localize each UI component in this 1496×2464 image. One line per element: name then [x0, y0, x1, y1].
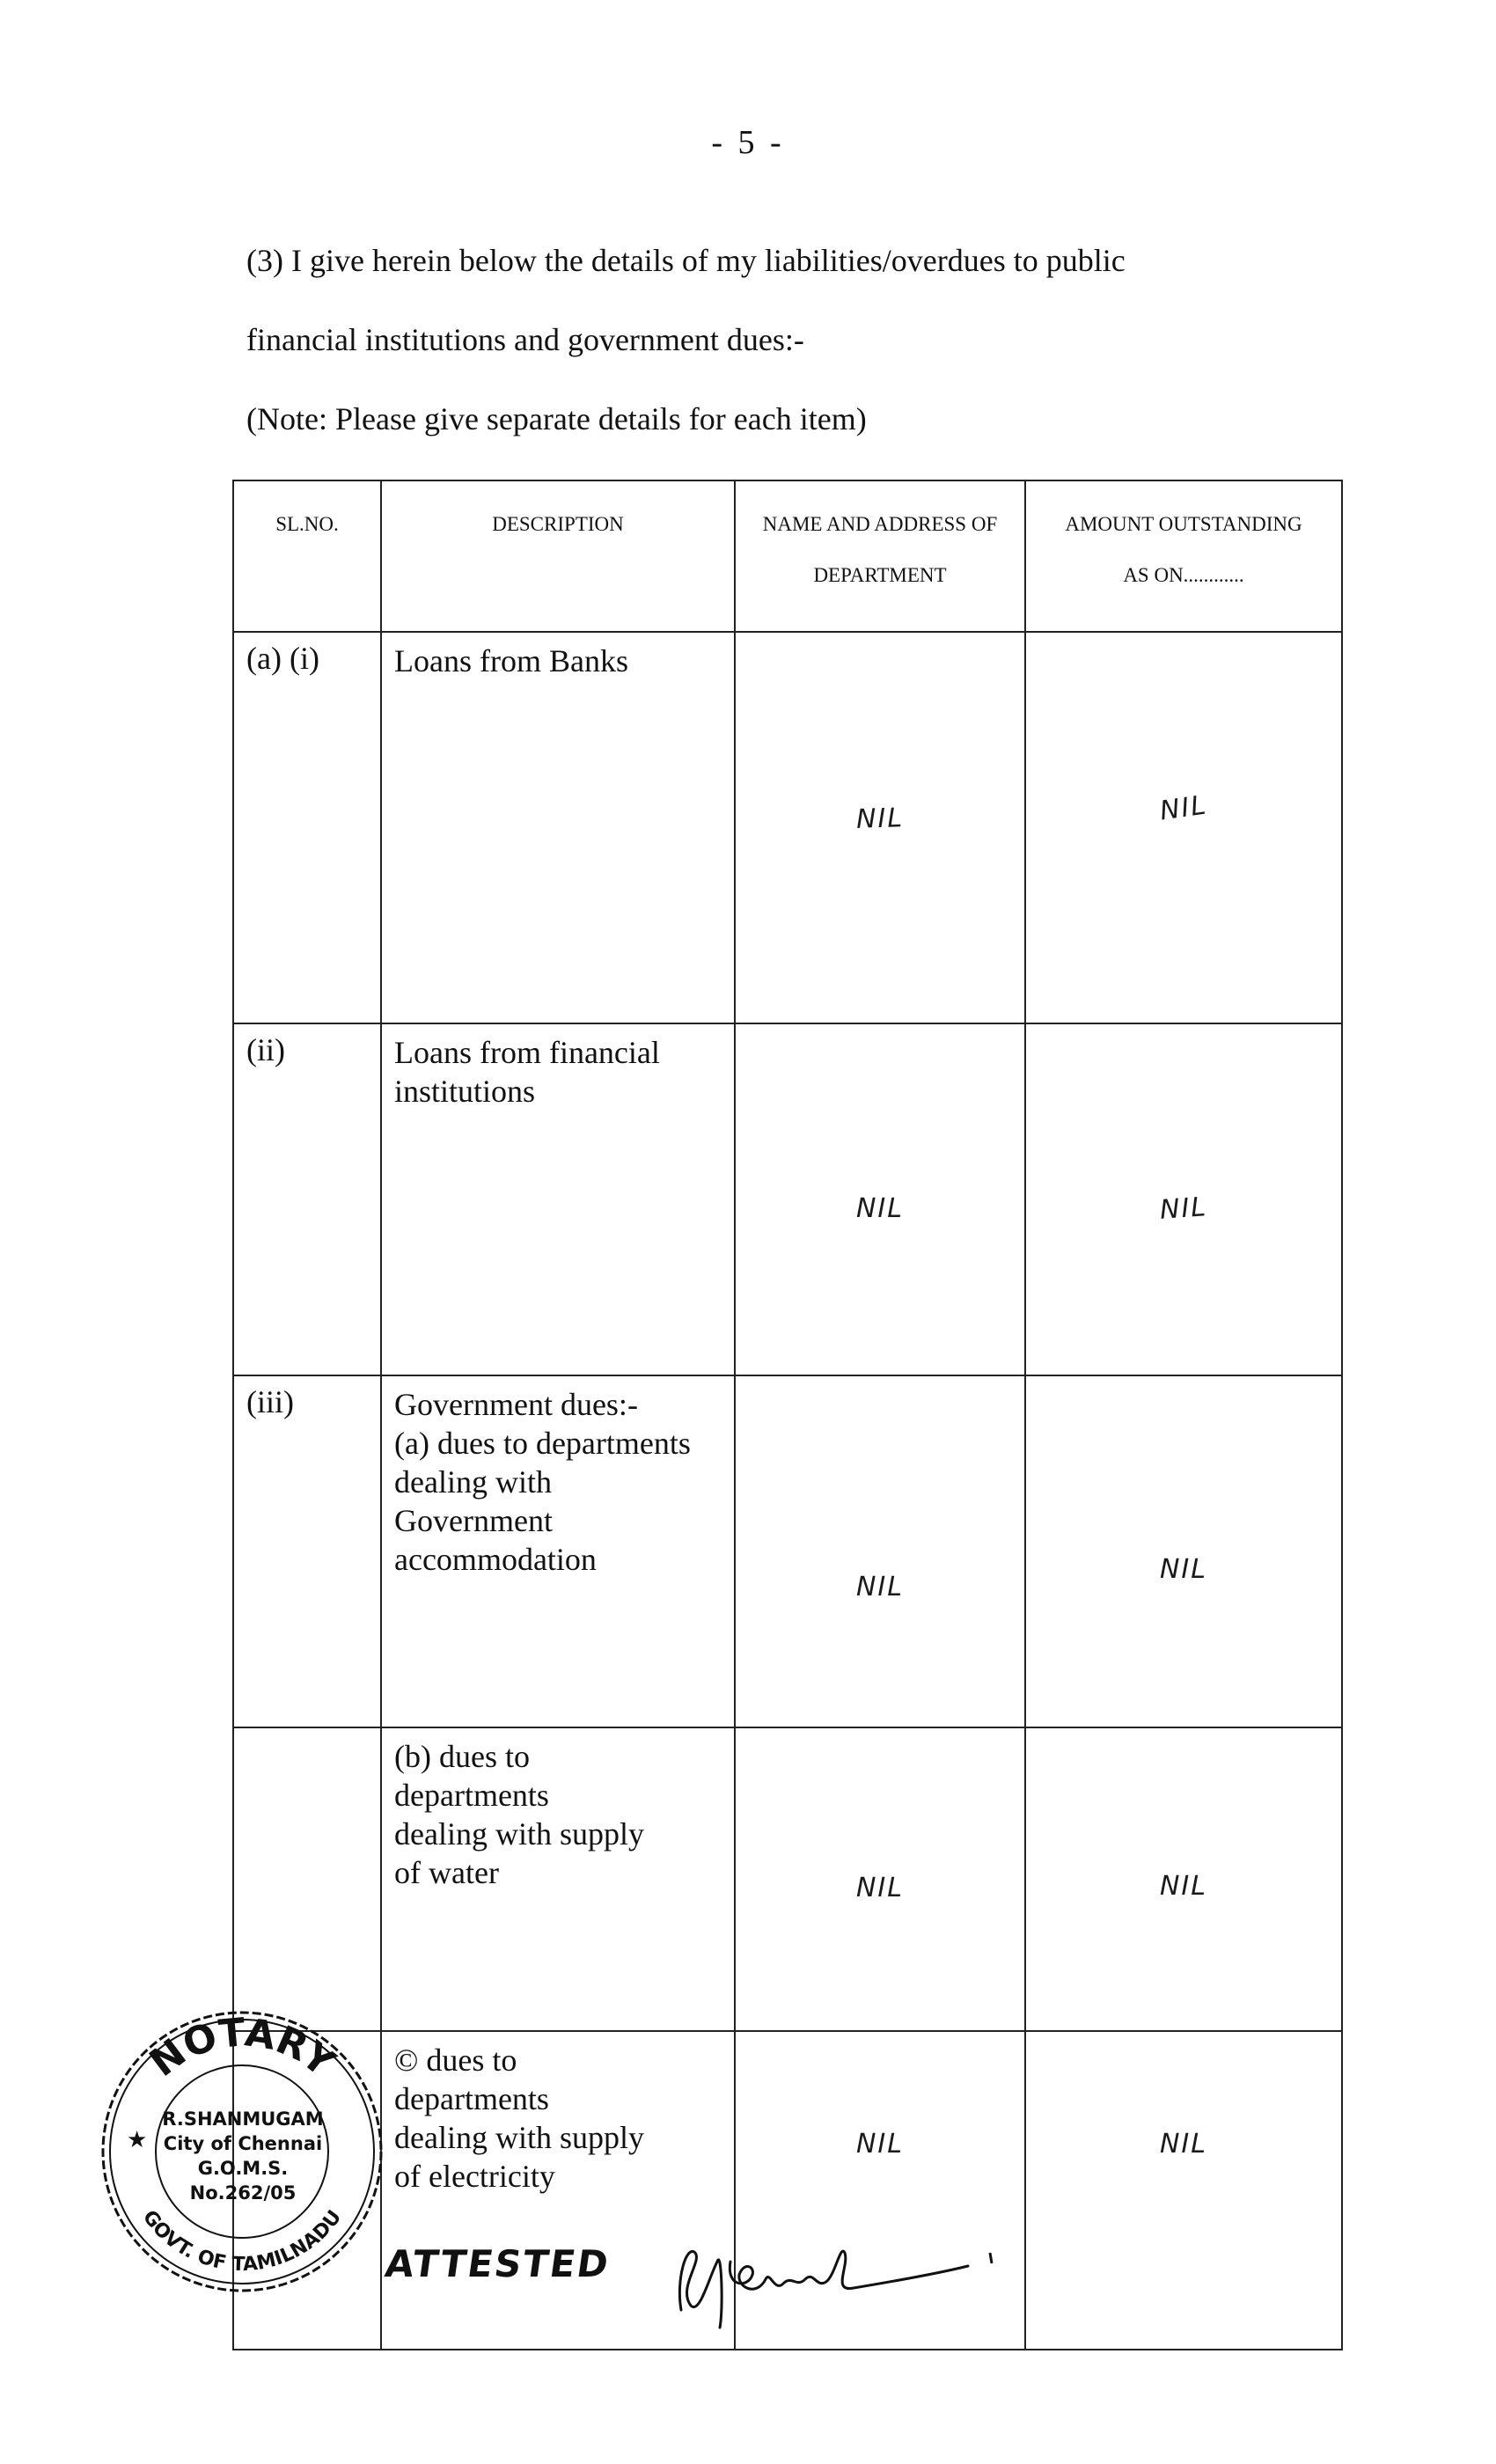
handwritten-nil: NIL — [855, 1192, 904, 1224]
seal-number: No.262/05 — [189, 2182, 297, 2204]
description-line: dealing with — [394, 1464, 552, 1500]
intro-note: (Note: Please give separate details for each item) — [246, 401, 867, 436]
page-number: - 5 - — [711, 124, 785, 161]
row-name-address — [735, 632, 1025, 1023]
header-amount-line1: AMOUNT OUTSTANDING — [1065, 513, 1302, 535]
handwritten-nil: NIL — [1157, 789, 1210, 827]
description-line: of water — [394, 1855, 499, 1890]
handwritten-nil: NIL — [855, 1873, 904, 1903]
description-line: institutions — [394, 1074, 536, 1109]
signature — [669, 2226, 1003, 2332]
liabilities-table — [232, 480, 1343, 2350]
seal-star-icon: ★ — [127, 2127, 148, 2152]
row-description — [381, 1023, 735, 1375]
description-line: departments — [394, 1778, 549, 1813]
description-line: departments — [394, 2081, 549, 2116]
table-row — [233, 1023, 1342, 1375]
row-sl-no: (iii) — [233, 1375, 381, 1727]
notary-seal — [97, 2002, 387, 2292]
row-description — [381, 632, 735, 1023]
row-amount — [1025, 2031, 1342, 2350]
description-line: accommodation — [394, 1542, 597, 1577]
handwritten-nil: NIL — [1159, 1553, 1207, 1585]
description-line: (a) dues to departments — [394, 1426, 691, 1461]
row-name-address — [735, 1375, 1025, 1727]
liabilities-table-wrapper — [232, 480, 1341, 2349]
handwritten-nil: NIL — [855, 803, 905, 835]
header-amount — [1025, 480, 1342, 632]
row-name-address — [735, 1023, 1025, 1375]
description-line: Loans from financial — [394, 1035, 660, 1070]
row-sl-no — [233, 1727, 381, 2031]
seal-city: City of Chennai — [163, 2133, 323, 2154]
description-line: of electricity — [394, 2159, 555, 2194]
header-sl-no-label: SL.NO. — [275, 513, 339, 535]
signature-stroke — [679, 2251, 968, 2328]
seal-order: G.O.M.S. — [197, 2158, 289, 2179]
description-line: Loans from Banks — [394, 643, 628, 678]
handwritten-nil: NIL — [855, 1571, 904, 1602]
table-header-row — [233, 480, 1342, 632]
row-amount — [1025, 1727, 1342, 2031]
intro-line-1: (3) I give herein below the details of my liabilities/overdues to public — [246, 243, 1126, 278]
header-description-label: DESCRIPTION — [492, 513, 624, 535]
description-line: dealing with supply — [394, 1816, 644, 1852]
handwritten-nil: NIL — [1158, 1191, 1209, 1226]
row-description — [381, 1727, 735, 2031]
row-amount — [1025, 1375, 1342, 1727]
intro-line-2: financial institutions and government dues:- — [246, 322, 804, 357]
description-line: (b) dues to — [394, 1739, 530, 1774]
table-row — [233, 1375, 1342, 1727]
description-line: Government — [394, 1503, 553, 1538]
signature-tick — [990, 2253, 992, 2263]
header-sl-no — [233, 480, 381, 632]
description-line: Government dues:- — [394, 1387, 638, 1422]
row-sl-no: (a) (i) — [233, 632, 381, 1023]
row-amount — [1025, 1023, 1342, 1375]
description-line: dealing with supply — [394, 2120, 644, 2155]
table-row — [233, 632, 1342, 1023]
row-sl-no: (ii) — [233, 1023, 381, 1375]
description-line: © dues to — [394, 2042, 517, 2078]
handwritten-nil: NIL — [1159, 2129, 1207, 2160]
header-amount-line2: AS ON............ — [1123, 564, 1244, 586]
seal-name: R.SHANMUGAM — [162, 2108, 324, 2130]
handwritten-nil: NIL — [855, 2129, 904, 2160]
seal-top-text: NOTARY — [141, 2010, 343, 2086]
row-name-address — [735, 1727, 1025, 2031]
handwritten-nil: NIL — [1159, 1871, 1207, 1902]
header-name-address — [735, 480, 1025, 632]
attested-stamp: ATTESTED — [382, 2242, 613, 2285]
row-amount — [1025, 632, 1342, 1023]
seal-bottom-text: GOVT. OF TAMILNADU — [137, 2206, 347, 2277]
table-row — [233, 1727, 1342, 2031]
header-name-address-line1: NAME AND ADDRESS OF — [762, 513, 998, 535]
header-description — [381, 480, 735, 632]
header-name-address-line2: DEPARTMENT — [813, 564, 947, 586]
row-description — [381, 1375, 735, 1727]
